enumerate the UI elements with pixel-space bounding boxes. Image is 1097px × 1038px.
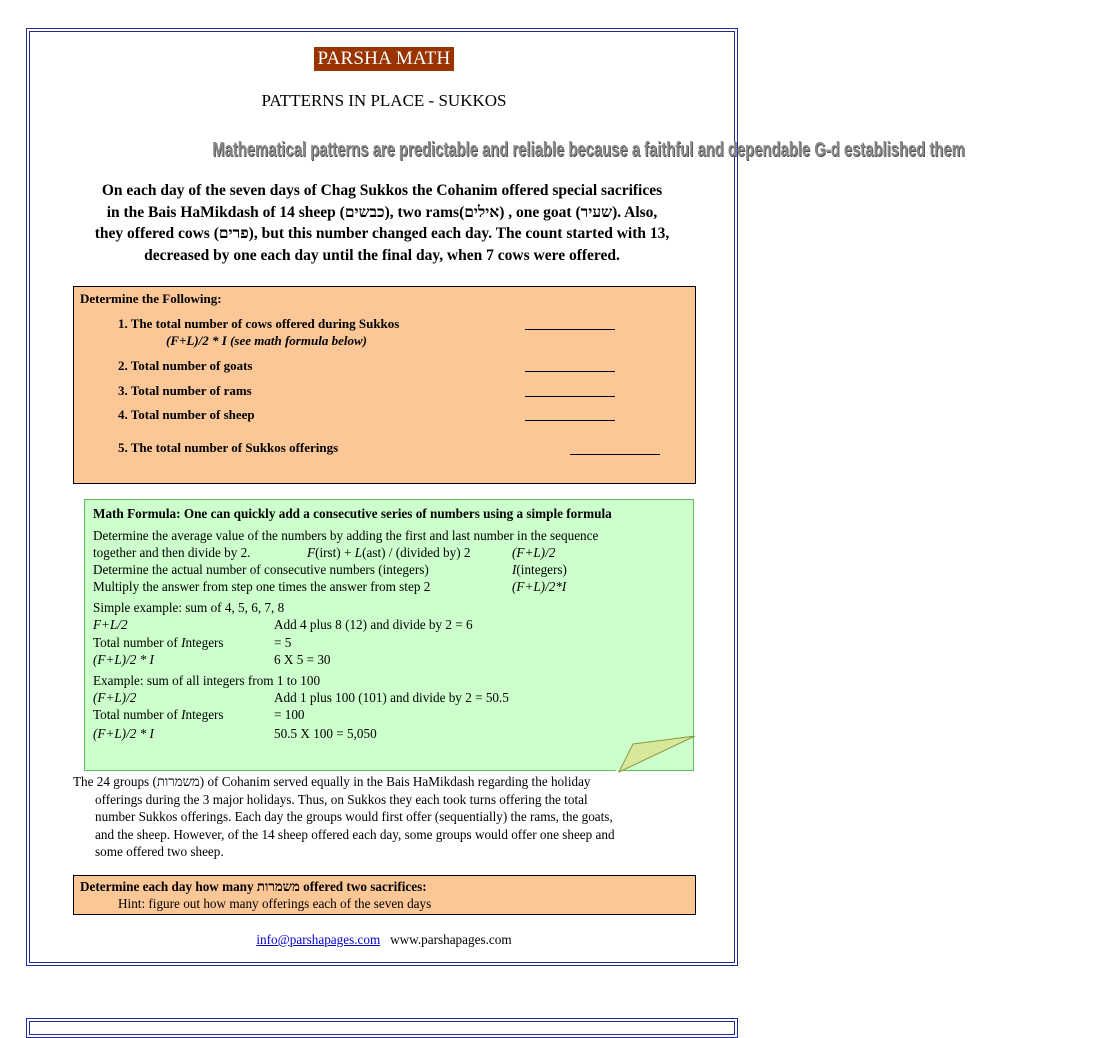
formula-line: Determine the average value of the numbers by adding the first and last number in the sequence [93,528,599,543]
answer-blank-5 [570,440,660,455]
tagline [80,133,965,167]
answer-blank-4 [525,406,615,421]
question-1-formula: (F+L)/2 * I (see math formula below) [166,333,367,348]
example-1-result: = 5 [274,635,292,650]
intro-line: decreased by one each day until the final day, when 7 cows were offered. [144,246,620,264]
example-1-title: Simple example: sum of 4, 5, 6, 7, 8 [93,600,285,615]
formula-integers [512,562,567,578]
formula-line: Determine the actual number of consecutive numbers (integers) [93,562,429,577]
integers-i: I [181,635,186,650]
groups-paragraph [73,773,698,861]
example-2-result: Add 1 plus 100 (101) and divide by 2 = 50.5 [274,690,509,705]
integers-rest: ntegers [185,707,224,722]
formula-line: together and then divide by 2. [93,545,251,560]
formula-expression: (F+L)/2 [512,545,556,560]
example-2-result: 50.5 X 100 = 5,050 [274,726,377,741]
task-box [73,875,696,915]
example-1-step: F+L/2 [93,617,128,632]
example-2-title: Example: sum of all integers from 1 to 100 [93,673,321,688]
questions-heading: Determine the Following: [80,291,222,306]
formula-first-text: (irst) + [315,545,355,560]
page-curl-corner [615,736,695,772]
question-4: 4. Total number of sheep [118,407,255,422]
example-1-result: 6 X 5 = 30 [274,652,331,667]
question-5: 5. The total number of Sukkos offerings [118,440,339,455]
formula-integers-text: (integers) [516,562,567,577]
groups-line: The 24 groups (משמרות) of Cohanim served equally in the Bais HaMikdash regarding the holiday [73,774,591,789]
formula-heading: Math Formula: One can quickly add a consecutive series of numbers using a simple formula [93,506,612,521]
website-text: www.parshapages.com [390,932,512,947]
groups-line: some offered two sheep. [95,844,224,860]
integers-i: I [181,707,186,722]
groups-line: and the sheep. However, of the 14 sheep offered each day, some groups would offer one sheep and [95,826,615,842]
footer [0,932,768,948]
example-2-step: (F+L)/2 [93,690,137,705]
formula-first-last [307,545,470,561]
math-formula-box [84,499,694,771]
question-2: 2. Total number of goats [118,358,253,373]
math-formula-content [93,504,693,741]
answer-blank-2 [525,357,615,372]
example-2-result: = 100 [274,707,305,722]
integers-label: Total number of [93,707,182,722]
example-1-step [93,635,224,651]
formula-expression: (F+L)/2*I [512,579,567,594]
email-link[interactable]: info@parshapages.com [256,932,381,947]
formula-line: Multiply the answer from step one times the answer from step 2 [93,579,431,594]
example-1-step: (F+L)/2 * I [93,652,154,667]
page-subtitle: PATTERNS IN PLACE - SUKKOS [261,91,507,110]
integers-label: Total number of [93,635,182,650]
tagline-text: Mathematical patterns are predictable and reliable because a faithful and dependable G-d established them [212,139,965,161]
formula-f: F [307,545,316,560]
intro-line: in the Bais HaMikdash of 14 sheep (כבשים), two rams(אילים) , one goat (שעיר). Also, [106,203,658,221]
formula-l: L [354,545,363,560]
answer-blank-1 [525,315,615,330]
example-2-step: (F+L)/2 * I [93,726,154,741]
formula-last-text: (ast) / (divided by) 2 [362,545,471,560]
integers-rest: ntegers [185,635,224,650]
intro-line: they offered cows (פרים), but this number changed each day. The count started with 13, [94,225,670,242]
task-hint: Hint: figure out how many offerings each of the seven days [118,896,432,911]
parsha-math-badge: PARSHA MATH [314,47,455,71]
header [0,47,768,71]
question-1: 1. The total number of cows offered during Sukkos [118,316,400,331]
questions-box [73,286,696,484]
example-1-result: Add 4 plus 8 (12) and divide by 2 = 6 [274,617,473,632]
intro-line: On each day of the seven days of Chag Sukkos the Cohanim offered special sacrifices [101,182,663,199]
groups-line: offerings during the 3 major holidays. Thus, on Sukkos they each took turns offering the total [95,791,588,807]
intro-paragraph [62,180,702,266]
answer-blank-3 [525,382,615,397]
question-3: 3. Total number of rams [118,383,252,398]
next-page-border [26,1018,738,1038]
groups-line: number Sukkos offerings. Each day the groups would first offer (sequentially) the rams, the goats, [95,809,613,825]
task-heading: Determine each day how many משמרות offered two sacrifices: [80,879,427,894]
formula-i: I [512,562,517,577]
example-2-step [93,707,224,723]
